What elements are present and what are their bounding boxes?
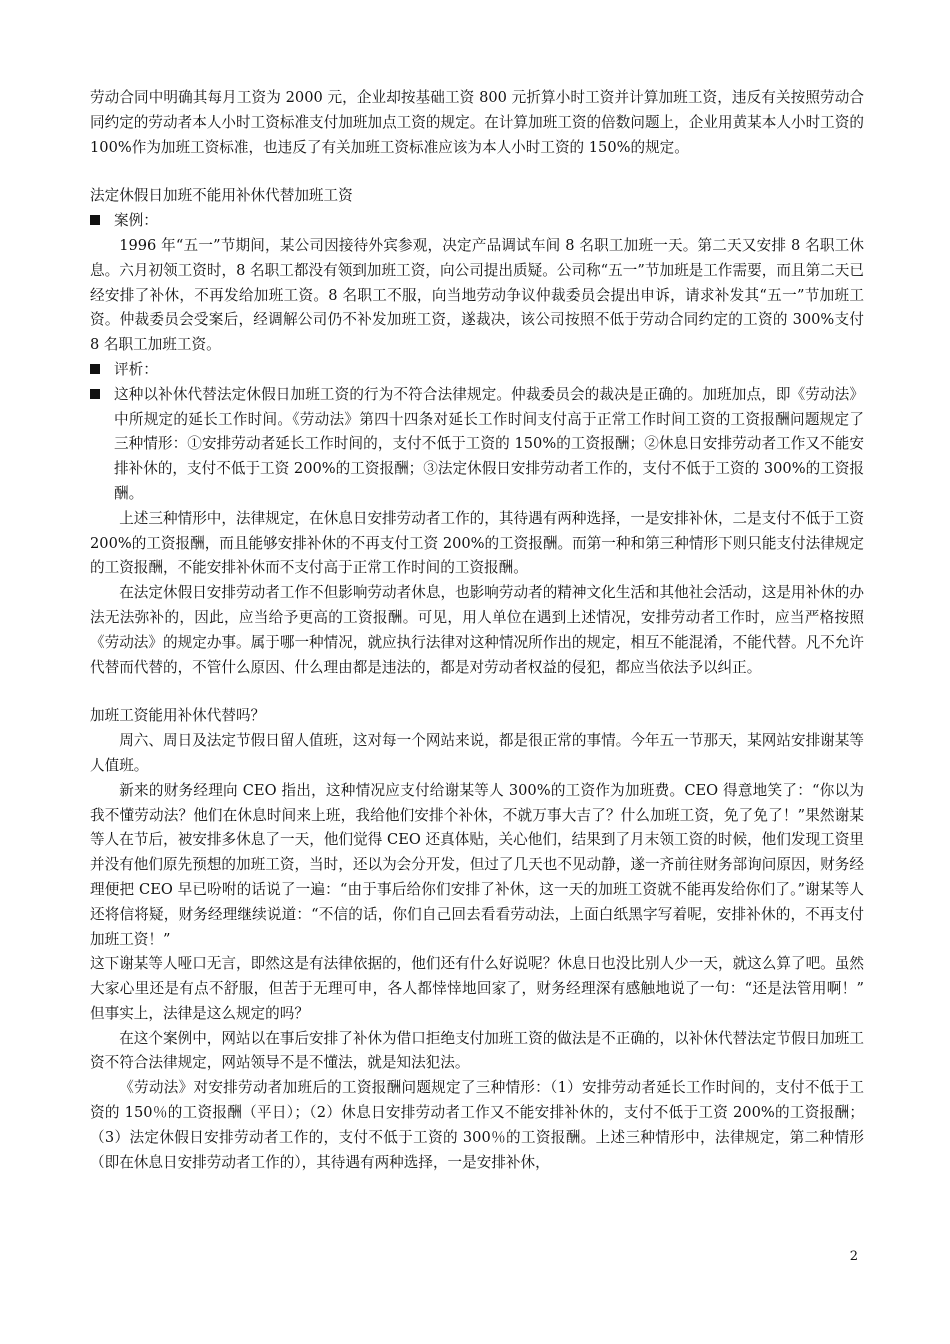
paragraph-review-3: 在法定休假日安排劳动者工作不但影响劳动者休息，也影响劳动者的精神文化生活和其他社会活动，这是用补休的办法无法弥补的，因此，应当给予更高的工资报酬。可见，用人单位在遇到上述情况，安排劳动者工作时，应当严格按照《劳动法》的规定办事。属于哪一种情况，就应执行法律对这种情况所作出的规定，相互不能混淆，不能代替。凡不允许代替而代替的，不管什么原因、什么理由都是违法的，都是对劳动者权益的侵犯，都应当依法予以纠正。 — [90, 584, 864, 676]
paragraph-story-1: 周六、周日及法定节假日留人值班，这对每一个网站来说，都是很正常的事情。今年五一节那天，某网站安排谢某等人值班。 — [90, 732, 864, 774]
square-bullet-icon — [90, 389, 100, 399]
bullet-review-text: 这种以补休代替法定休假日加班工资的行为不符合法律规定。仲裁委员会的裁决是正确的。加班加点，即《劳动法》中所规定的延长工作时间。《劳动法》第四十四条对延长工作时间支付高于正常工作时间工资的工资报酬问题规定了三种情形：①安排劳动者延长工作时间的，支付不低于工资的 150%的工资报酬；②休息日安排劳动者工作又不能安排补休的，支付不低于工资 200%的工资报酬；③法定休假日安排劳动者工作的，支付不低于工资的 300%的工资报酬。 — [90, 383, 864, 507]
section-heading-holiday-overtime: 法定休假日加班不能用补休代替加班工资 — [90, 187, 353, 205]
paragraph-story-2: 新来的财务经理向 CEO 指出，这种情况应支付给谢某等人 300%的工资作为加班费。CEO 得意地笑了：“你以为我不懂劳动法？他们在休息时间来上班，我给他们安排个补休，不就万事大吉了？什么加班工资，免了免了！”果然谢某等人在节后，被安排多休息了一天，他们觉得 CEO 还真体贴，关心他们，结果到了月末领工资的时候，他们发现工资里并没有他们原先预想的加班工资，当时，还以为会分开发，但过了几天也不见动静，遂一齐前往财务部询问原因，财务经理便把 CEO 早已吩咐的话说了一遍：“由于事后给你们安排了补休，这一天的加班工资就不能再发给你们了。”谢某等人还将信将疑，财务经理继续说道：“不信的话，你们自己回去看看劳动法，上面白纸黑字写着呢，安排补休的，不再支付加班工资！” — [90, 781, 864, 948]
document-body — [90, 86, 864, 1175]
paragraph-analysis-1: 在这个案例中，网站以在事后安排了补休为借口拒绝支付加班工资的做法是不正确的，以补休代替法定节假日加班工资不符合法律规定，网站领导不是不懂法，就是知法犯法。 — [90, 1029, 864, 1072]
square-bullet-icon — [90, 215, 100, 225]
paragraph-intro: 劳动合同中明确其每月工资为 2000 元，企业却按基础工资 800 元折算小时工资并计算加班工资，违反有关按照劳动合同约定的劳动者本人小时工资标准支付加班加点工资的规定。在计算加班工资的倍数问题上，企业用黄某本人小时工资的 100%作为加班工资标准，也违反了有关加班工资标准应该为本人小时工资的 150%的规定。 — [90, 89, 864, 156]
spacer — [90, 160, 864, 184]
page-number: 2 — [849, 1249, 858, 1264]
section-heading-compensatory-leave: 加班工资能用补休代替吗？ — [90, 707, 266, 725]
spacer — [90, 680, 864, 704]
bullet-case-label: 案例： — [90, 209, 864, 234]
paragraph-case: 1996 年“五一”节期间，某公司因接待外宾参观，决定产品调试车间 8 名职工加班一天。第二天又安排 8 名职工休息。六月初领工资时，8 名职工都没有领到加班工资，向公司提出质疑。公司称“五一”节加班是工作需要，而且第二天已经安排了补休，不再发给加班工资。8 名职工不服，向当地劳动争议仲裁委员会提出申诉，请求补发其“五一”节加班工资。仲裁委员会受案后，经调解公司仍不补发加班工资，遂裁决，该公司按照不低于劳动合同约定的工资的 300%支付 8 名职工加班工资。 — [90, 236, 864, 354]
square-bullet-icon — [90, 364, 100, 374]
paragraph-story-3: 这下谢某等人哑口无言，即然这是有法律依据的，他们还有什么好说呢？休息日也没比别人少一天，就这么算了吧。虽然大家心里还是有点不舒服，但苦于无理可申，各人都悻悻地回家了，财务经理深有感触地说了一句：“还是法管用啊！” 但事实上，法律是这么规定的吗？ — [90, 955, 864, 1022]
bullet-review-label: 评析： — [90, 358, 864, 383]
paragraph-review-2: 上述三种情形中，法律规定，在休息日安排劳动者工作的，其待遇有两种选择，一是安排补休，二是支付不低于工资 200%的工资报酬，而且能够安排补休的不再支付工资 200%的工资报酬。而第一种和第三种情形下则只能支付法律规定的工资报酬，不能安排补休而不支付高于正常工作时间的工资报酬。 — [90, 509, 864, 577]
paragraph-analysis-2: 《劳动法》对安排劳动者加班后的工资报酬问题规定了三种情形：（1）安排劳动者延长工作时间的，支付不低于工资的 150％的工资报酬（平日）；（2）休息日安排劳动者工作又不能安排补休的，支付不低于工资 200%的工资报酬；（3）法定休假日安排劳动者工作的，支付不低于工资的 300％的工资报酬。上述三种情形中，法律规定，第二种情形（即在休息日安排劳动者工作的），其待遇有两种选择，一是安排补休， — [90, 1079, 864, 1171]
